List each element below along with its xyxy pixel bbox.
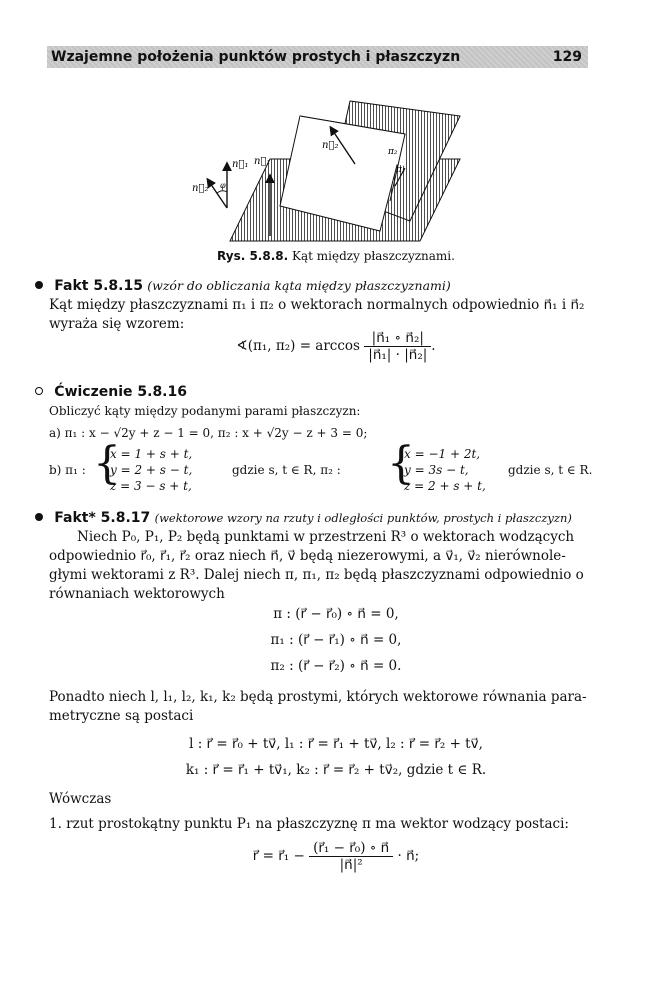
system-1-eq: y = 2 + s − t, xyxy=(110,463,193,477)
fact-line-1: Kąt między płaszczyznami π₁ i π₂ o wektorach normalnych odpowiednio n⃗₁ i n⃗₂ xyxy=(49,297,585,313)
system-2 xyxy=(404,446,486,494)
label-n1-right: n⃗₁ xyxy=(254,156,271,167)
fact2-p1-line3: głymi wektorami z R³. Dalej niech π, π₁, π₂ będą płaszczyznami odpowiednio o xyxy=(49,567,584,583)
fact2-paragraph-2 xyxy=(35,688,595,726)
label-n2-left: n⃗₂ xyxy=(192,183,209,194)
fact2-p2-line2: metryczne są postaci xyxy=(49,708,194,724)
left-brace-icon: { xyxy=(93,438,121,489)
label-pi1: π₁ xyxy=(396,165,406,175)
fact-line-2: wyraża się wzorem: xyxy=(49,316,185,332)
system-1-eq: x = 1 + s + t, xyxy=(110,447,193,461)
bullet-filled-icon xyxy=(35,281,43,289)
left-brace-icon: { xyxy=(387,438,415,489)
system-1-eq: z = 3 − s + t, xyxy=(110,479,192,493)
fact-subtitle: (wzór do obliczania kąta między płaszczyznami) xyxy=(147,278,451,293)
projection-formula xyxy=(0,840,672,873)
fact-title: Fakt 5.8.15 xyxy=(54,278,143,294)
fact-5-8-17 xyxy=(35,509,595,604)
then-text: Wówczas xyxy=(49,791,112,807)
formula-denominator: |n⃗₁| · |n⃗₂| xyxy=(368,347,428,363)
running-header xyxy=(47,46,588,68)
formula-fraction xyxy=(364,330,431,363)
fact2-subtitle: (wektorowe wzory na rzuty i odległości punktów, prostych i płaszczyzn) xyxy=(154,511,572,525)
formula-numerator: |n⃗₁ ∘ n⃗₂| xyxy=(364,330,431,347)
fact2-title: Fakt* 5.8.17 xyxy=(54,510,151,526)
plane-equation-1: π : (r⃗ − r⃗₀) ∘ n⃗ = 0, xyxy=(273,606,399,622)
system-2-eq: x = −1 + 2t, xyxy=(404,447,481,461)
fact2-then xyxy=(35,790,595,834)
fact2-p1-line4: równaniach wektorowych xyxy=(49,586,225,602)
fact2-p1-line2: odpowiednio r⃗₀, r⃗₁, r⃗₂ oraz niech n⃗, v⃗ będą niezerowymi, a v⃗₁, v⃗₂ nierównole- xyxy=(49,548,566,564)
fact-5-8-15 xyxy=(35,276,595,334)
fact2-p2-line1: Ponadto niech l, l₁, l₂, k₁, k₂ będą prostymi, których wektorowe równania para- xyxy=(49,689,587,705)
bullet-open-icon xyxy=(35,387,43,395)
label-pi2: π₂ xyxy=(388,147,398,157)
projection-denominator: |n⃗|² xyxy=(339,857,363,873)
formula-end: . xyxy=(431,338,436,354)
fact2-p1-line1: Niech P₀, P₁, P₂ będą punktami w przestrzeni R³ o wektorach wodzących xyxy=(77,529,575,545)
caption-text: Kąt między płaszczyznami. xyxy=(292,249,455,263)
exercise-part-b-label: b) π₁ : xyxy=(49,463,86,477)
system-1 xyxy=(110,446,192,494)
label-n2-right: n⃗₂ xyxy=(322,140,339,151)
exercise-intro: Obliczyć kąty między podanymi parami płaszczyzn: xyxy=(49,404,361,418)
angle-formula xyxy=(0,330,672,363)
exercise-title: Ćwiczenie 5.8.16 xyxy=(54,384,187,400)
exercise-5-8-16 xyxy=(35,383,595,443)
projection-end: · n⃗; xyxy=(397,848,420,864)
page-number: 129 xyxy=(552,49,582,65)
line-equations-1: l : r⃗ = r⃗₀ + tv⃗, l₁ : r⃗ = r⃗₁ + tv⃗, l₂ : r⃗ = r⃗₂ + tv⃗, xyxy=(189,736,483,752)
item-1: 1. rzut prostokątny punktu P₁ na płaszczyznę π ma wektor wodzący postaci: xyxy=(49,816,569,832)
chapter-title: Wzajemne położenia punktów prostych i płaszczyzn xyxy=(51,49,461,65)
projection-numerator: (r⃗₁ − r⃗₀) ∘ n⃗ xyxy=(309,840,393,857)
exercise-part-a: a) π₁ : x − √2y + z − 1 = 0, π₂ : x + √2y − z + 3 = 0; xyxy=(49,426,368,440)
caption-label: Rys. 5.8.8. xyxy=(217,249,289,263)
planes-figure xyxy=(190,96,470,246)
label-n1-left: n⃗₁ xyxy=(232,159,249,170)
plane-equation-2: π₁ : (r⃗ − r⃗₁) ∘ n⃗ = 0, xyxy=(270,632,402,648)
plane-equation-3: π₂ : (r⃗ − r⃗₂) ∘ n⃗ = 0. xyxy=(270,658,402,674)
projection-fraction xyxy=(309,840,393,873)
exercise-part-b-mid: gdzie s, t ∈ R, π₂ : xyxy=(232,463,341,477)
system-2-eq: z = 2 + s + t, xyxy=(404,479,486,493)
figure-caption xyxy=(0,249,672,263)
bullet-filled-icon xyxy=(35,513,43,521)
exercise-part-b-end: gdzie s, t ∈ R. xyxy=(508,463,593,477)
label-phi: φ xyxy=(220,181,226,190)
formula-lhs: ∢(π₁, π₂) = arccos xyxy=(236,338,360,354)
system-2-eq: y = 3s − t, xyxy=(404,463,469,477)
line-equations-2: k₁ : r⃗ = r⃗₁ + tv⃗₁, k₂ : r⃗ = r⃗₂ + tv⃗₂, gdzie t ∈ R. xyxy=(185,762,487,778)
projection-lhs: r⃗ = r⃗₁ − xyxy=(252,848,305,864)
